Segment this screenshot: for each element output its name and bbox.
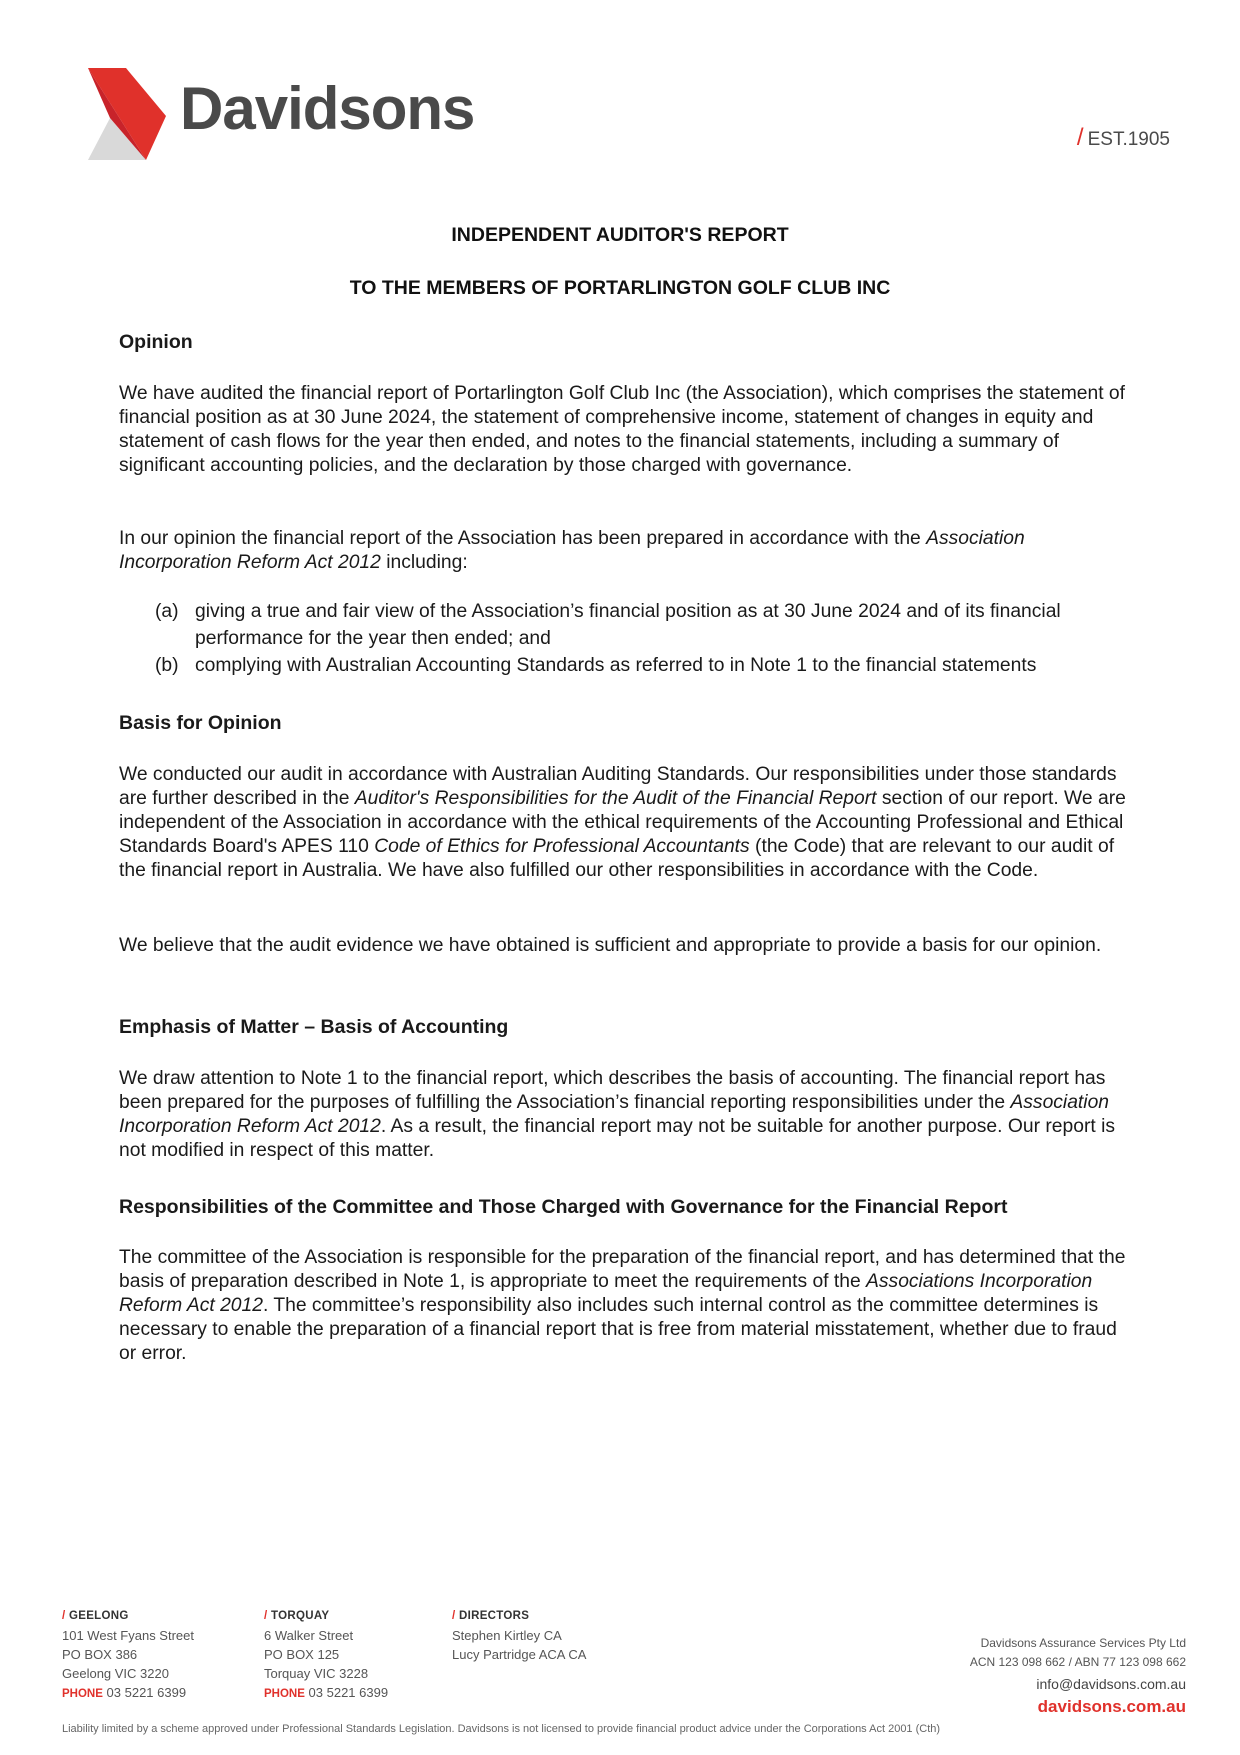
opinion-item-a [155,598,1115,652]
company-website-link[interactable]: davidsons.com.au [1037,1697,1186,1716]
directors-heading: / DIRECTORS [452,1610,530,1622]
emphasis-heading: Emphasis of Matter – Basis of Accounting [119,1016,509,1038]
footer-company [970,1634,1186,1718]
footer-directors [452,1607,586,1664]
opinion-heading: Opinion [119,331,193,353]
footer-geelong [62,1607,194,1704]
established-label [1077,124,1170,152]
item-a-text: giving a true and fair view of the Association’s financial position as at 30 June 2024 and of its financial performance for the year then ended; and [195,601,1061,649]
emphasis-paragraph: We draw attention to Note 1 to the financial report, which describes the basis of accounting. The financial report has been prepared for the purposes of fulfilling the Association’s financial reporting responsibilities under the Association Incorporation Reform Act 2012. As a result, the financial report may not be suitable for another purpose. Our report is not modified in respect of this matter. [119,1068,1116,1161]
report-title: INDEPENDENT AUDITOR'S REPORT [451,224,789,246]
basis-paragraph-1: We conducted our audit in accordance with Australian Auditing Standards. Our responsibilities under those standards are further described in the Auditor's Responsibilities for the Audit of the Financial Report section of our report. We are independent of the Association in accordance with the ethical requirements of the Accounting Professional and Ethical Standards Board's APES 110 Code of Ethics for Professional Accountants (the Code) that are relevant to our audit of the financial report in Australia. We have also fulfilled our other responsibilities in accordance with the Code. [119,764,1126,881]
director-2: Lucy Partridge ACA CA [452,1647,587,1662]
est-slash: / [1076,124,1084,151]
item-b-text: complying with Australian Accounting Standards as referred to in Note 1 to the financial statements [195,655,1037,676]
item-a-label: (a) [155,601,179,622]
torquay-heading: / TORQUAY [264,1610,330,1622]
torquay-street: 6 Walker Street [264,1628,354,1643]
responsibilities-paragraph: The committee of the Association is responsible for the preparation of the financial report, and has determined that the basis of preparation described in Note 1, is appropriate to meet the requirements of the Associations Incorporation Reform Act 2012. The committee’s responsibility also includes such internal control as the committee determines is necessary to enable the preparation of a financial report that is free from material misstatement, whether due to fraud or error. [119,1247,1126,1364]
director-1: Stephen Kirtley CA [452,1628,562,1643]
basis-heading: Basis for Opinion [119,712,282,734]
logo-wordmark: Davidsons [180,75,475,142]
geelong-street: 101 West Fyans Street [62,1628,194,1643]
geelong-phone: PHONE 03 5221 6399 [62,1685,187,1700]
liability-disclaimer: Liability limited by a scheme approved under Professional Standards Legislation. Davidsons is not licensed to provide financial product advice under the Corporations Act 2001 (Cth) [62,1723,941,1735]
footer-torquay [264,1607,388,1704]
geelong-heading: / GEELONG [62,1610,129,1622]
geelong-po-box: PO BOX 386 [62,1647,138,1662]
responsibilities-heading: Responsibilities of the Committee and Those Charged with Governance for the Financial Report [119,1196,1008,1218]
report-addressee: TO THE MEMBERS OF PORTARLINGTON GOLF CLUB INC [349,277,891,299]
est-text: EST.1905 [1087,129,1170,150]
torquay-city: Torquay VIC 3228 [264,1666,369,1681]
company-name: Davidsons Assurance Services Pty Ltd [980,1636,1186,1650]
torquay-phone: PHONE 03 5221 6399 [264,1685,389,1700]
company-email-link[interactable]: info@davidsons.com.au [1036,1676,1186,1692]
opinion-paragraph-1: We have audited the financial report of Portarlington Golf Club Inc (the Association), which comprises the statement of financial position as at 30 June 2024, the statement of comprehensive income, statement of changes in equity and statement of cash flows for the year then ended, and notes to the financial statements, including a summary of significant accounting policies, and the declaration by those charged with governance. [119,383,1126,476]
logo-chevron-icon [88,68,166,160]
torquay-po-box: PO BOX 125 [264,1647,340,1662]
item-b-label: (b) [155,655,179,676]
opinion-paragraph-2: In our opinion the financial report of the Association has been prepared in accordance with the Association Incorporation Reform Act 2012 including: [119,528,1025,573]
geelong-city: Geelong VIC 3220 [62,1666,169,1681]
opinion-item-b [155,652,1115,679]
company-acn-abn: ACN 123 098 662 / ABN 77 123 098 662 [969,1655,1186,1669]
basis-paragraph-2: We believe that the audit evidence we have obtained is sufficient and appropriate to provide a basis for our opinion. [119,935,1102,956]
